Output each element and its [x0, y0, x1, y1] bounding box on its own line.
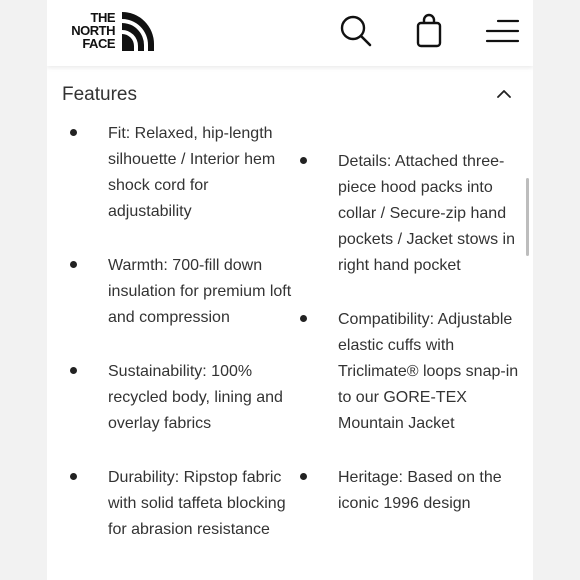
- bullet-icon: [300, 157, 307, 164]
- feature-item: [62, 465, 292, 543]
- feature-text: Details: Attached three-piece hood packs into collar / Secure-zip hand pockets / Jacket stows in right hand pocket: [338, 153, 515, 274]
- feature-item: [62, 121, 292, 225]
- bullet-icon: [300, 473, 307, 480]
- bullet-icon: [70, 261, 77, 268]
- features-collapse-toggle[interactable]: [494, 84, 514, 104]
- menu-button[interactable]: [484, 13, 520, 49]
- feature-text: Heritage: Based on the iconic 1996 design: [338, 469, 502, 512]
- feature-text: Compatibility: Adjustable elastic cuffs with Triclimate® loops snap-in to our GORE-TEX Mountain Jacket: [338, 311, 519, 432]
- feature-text: Sustainability: 100% recycled body, lining and overlay fabrics: [108, 363, 283, 432]
- logo-line-3: FACE: [82, 36, 115, 51]
- logo-line-1: THE: [90, 10, 115, 25]
- shopping-bag-icon: [412, 13, 448, 49]
- bullet-icon: [300, 315, 307, 322]
- features-section-title[interactable]: Features: [62, 84, 137, 105]
- features-list-right: [295, 149, 525, 545]
- feature-item: [295, 465, 525, 517]
- feature-item: [295, 149, 525, 279]
- feature-item: [62, 359, 292, 437]
- hamburger-menu-icon: [484, 13, 520, 49]
- shopping-bag-button[interactable]: [412, 13, 448, 49]
- features-list-left: [62, 121, 292, 571]
- feature-item: [295, 307, 525, 437]
- half-dome-logo-icon: [116, 12, 154, 51]
- scrollbar-thumb[interactable]: [526, 178, 529, 256]
- bullet-icon: [70, 129, 77, 136]
- bullet-icon: [70, 367, 77, 374]
- bullet-icon: [70, 473, 77, 480]
- brand-logo[interactable]: [57, 11, 147, 55]
- product-page: [47, 0, 533, 580]
- search-icon: [337, 13, 373, 49]
- feature-text: Fit: Relaxed, hip-length silhouette / Interior hem shock cord for adjustability: [108, 125, 276, 220]
- feature-text: Durability: Ripstop fabric with solid taffeta blocking for abrasion resistance: [108, 469, 286, 538]
- chevron-up-icon: [494, 84, 514, 104]
- logo-line-2: NORTH: [71, 23, 115, 38]
- logo-wordmark: [57, 11, 115, 50]
- feature-item: [62, 253, 292, 331]
- site-header: [47, 0, 533, 66]
- search-button[interactable]: [337, 13, 373, 49]
- feature-text: Warmth: 700-fill down insulation for premium loft and compression: [108, 257, 292, 326]
